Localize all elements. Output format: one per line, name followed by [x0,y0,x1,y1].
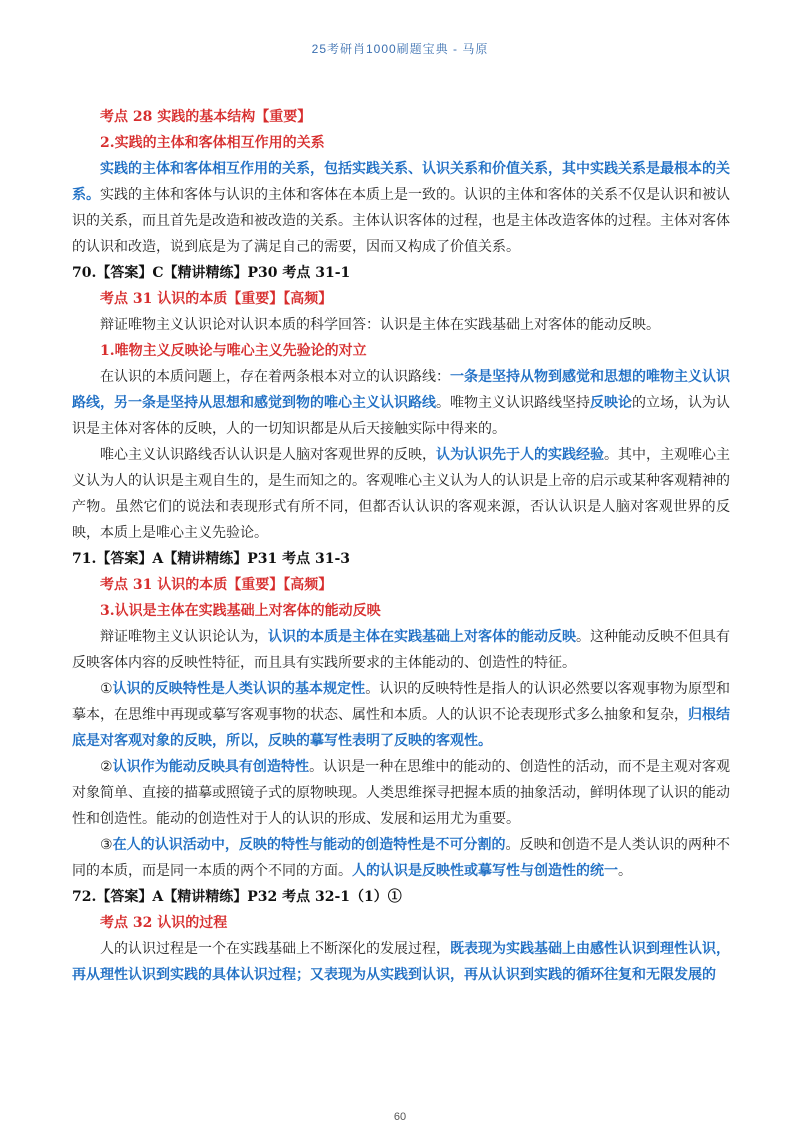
subheading: 3.认识是主体在实践基础上对客体的能动反映 [100,603,381,619]
key-point-highlight: 反映论 [590,395,632,411]
answer-line: 72.【答案】A【精讲精练】P32 考点 32-1（1）① [72,889,402,905]
paragraph-text: 。这种能动反映不但具有反映客体内容的反映性特征，而且具有实践所要求的主体能动的、创造性的特征。 [72,629,730,671]
paragraph-text: 的立场，认为认识是主体对客体的反映，人的一切知识都是从后天接触实际中得来的。 [72,395,730,437]
paragraph-text: 。 [618,863,632,879]
key-point-highlight: 在人的认识活动中，反映的特性与能动的创造特性是不可分割的 [112,837,506,853]
list-marker: ① [100,681,113,697]
knowledge-point-heading: 考点 31 认识的本质【重要】【高频】 [100,577,333,593]
knowledge-point-heading: 考点 32 认识的过程 [100,915,228,931]
knowledge-point-heading: 考点 31 认识的本质【重要】【高频】 [100,291,333,307]
page-number: 60 [393,1111,407,1123]
paragraph [72,442,730,546]
paragraph-text: 。其中，主观唯心主义认为人的认识是主观自生的，是生而知之的。客观唯心主义认为人的认识是上帝的启示或某种客观精神的产物。虽然它们的说法和表现形式有所不同，但都否认认识的客观来源，否认认识是人脑对客观世界的反映，本质上是唯心主义先验论。 [72,447,730,541]
paragraph [72,364,730,442]
key-point-highlight: 认识的本质是主体在实践基础上对客体的能动反映 [268,629,576,645]
document-body [72,104,730,988]
answer-line: 71.【答案】A【精讲精练】P31 考点 31-3 [72,551,351,567]
paragraph [72,156,730,260]
key-point-highlight: 认为认识先于人的实践经验 [436,447,604,463]
paragraph-text: 人的认识过程是一个在实践基础上不断深化的发展过程， [100,941,450,957]
paragraph [72,754,730,832]
paragraph-text: 辩证唯物主义认识论认为， [100,629,268,645]
paragraph-text: 实践的主体和客体与认识的主体和客体在本质上是一致的。认识的主体和客体的关系不仅是认识和被认识的关系，而且首先是改造和被改造的关系。主体认识客体的过程，也是主体改造客体的过程。主体对客体的认识和改造，说到底是为了满足自己的需要，因而又构成了价值关系。 [72,187,730,255]
paragraph-text: 。认识的反映特性是指人的认识必然要以客观事物为原型和摹本，在思维中再现或摹写客观事物的状态、属性和本质。人的认识不论表现形式多么抽象和复杂， [72,681,731,723]
paragraph [72,624,730,676]
paragraph-text: 。反映和创造不是人类认识的两种不同的本质，而是同一本质的两个不同的方面。 [72,837,731,879]
list-marker: ③ [100,837,113,853]
answer-line: 70.【答案】C【精讲精练】P30 考点 31-1 [72,265,351,281]
key-point-highlight: 认识的反映特性是人类认识的基本规定性 [112,681,366,697]
key-point-highlight: 归根结底是对客观对象的反映，所以，反映的摹写性表明了反映的客观性。 [72,707,730,749]
paragraph [72,676,730,754]
key-point-highlight: 实践的主体和客体相互作用的关系，包括实践关系、认识关系和价值关系，其中实践关系是最根本的关系。 [72,161,730,203]
list-marker: ② [100,759,113,775]
key-point-highlight: 一条是坚持从物到感觉和思想的唯物主义认识路线，另一条是坚持从思想和感觉到物的唯心主义认识路线 [72,369,730,411]
page-header: 25考研肖1000刷题宝典 - 马原 [311,42,489,56]
knowledge-point-heading: 考点 28 实践的基本结构【重要】 [100,109,312,125]
paragraph-text: 唯心主义认识路线否认认识是人脑对客观世界的反映， [100,447,436,463]
key-point-highlight: 既表现为实践基础上由感性认识到理性认识，再从理性认识到实践的具体认识过程；又表现为从实践到认识，再从认识到实践的循环往复和无限发展的 [72,941,730,983]
key-point-highlight: 认识作为能动反映具有创造特性 [112,759,310,775]
subheading: 1.唯物主义反映论与唯心主义先验论的对立 [100,343,367,359]
paragraph-text: 在认识的本质问题上，存在着两条根本对立的认识路线： [100,369,450,385]
paragraph-text: 。唯物主义认识路线坚持 [436,395,590,411]
key-point-highlight: 人的认识是反映性或摹写性与创造性的统一 [352,863,618,879]
subheading: 2.实践的主体和客体相互作用的关系 [100,135,325,151]
paragraph-text: 。认识是一种在思维中的能动的、创造性的活动，而不是主观对客观对象简单、直接的描摹或照镜子式的原物映现。人类思维探寻把握本质的抽象活动，鲜明体现了认识的能动性和创造性。能动的创造性对于人的认识的形成、发展和运用尤为重要。 [72,759,731,827]
paragraph: 辩证唯物主义认识论对认识本质的科学回答：认识是主体在实践基础上对客体的能动反映。 [100,317,660,333]
paragraph [72,936,730,988]
paragraph [72,832,730,884]
